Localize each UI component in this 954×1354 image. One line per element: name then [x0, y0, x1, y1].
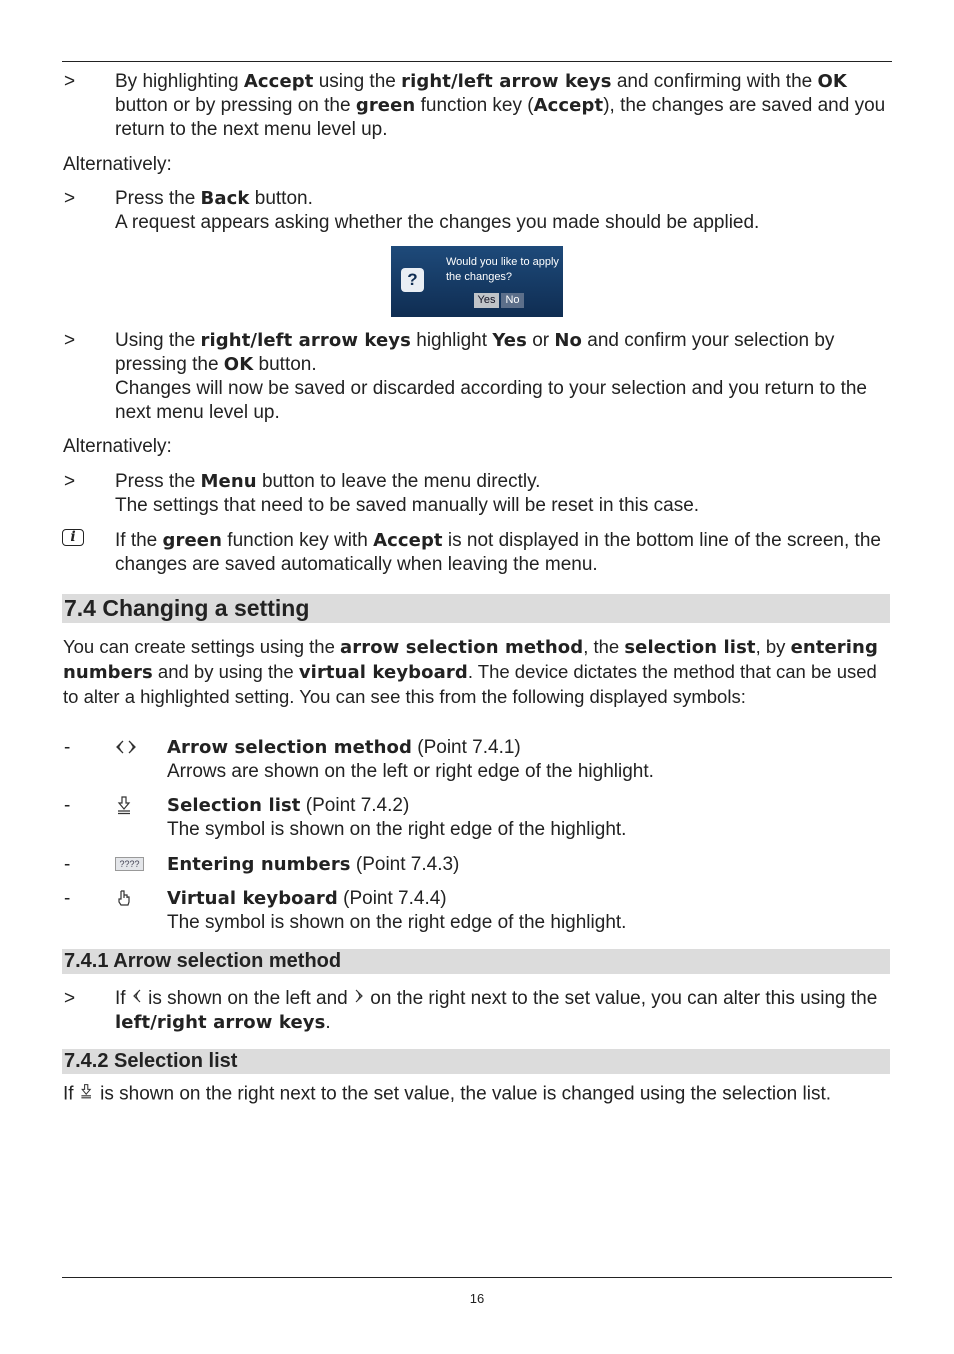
- top-rule: [62, 61, 892, 62]
- paragraph-accept: By highlighting Accept using the right/left arrow keys and confirming with the OK button or by pressing on the green function key (Accept), the changes are saved and you return to the next menu level up.: [115, 71, 886, 140]
- bullet-marker: >: [64, 988, 76, 1009]
- alternatively-label: Alternatively:: [63, 154, 172, 175]
- arrow-selection-paragraph: If is shown on the left and on the right next to the set value, you can alter this using the left/right arrow keys.: [115, 988, 878, 1034]
- bullet-marker: >: [64, 188, 76, 209]
- section-intro: You can create settings using the arrow selection method, the selection list, by entering numbers and by using the virtual keyboard. The device dictates the method that can be used to alter a highlighted setting. You can see this from the following displayed symbols:: [63, 636, 878, 707]
- list-item: Selection list (Point 7.4.2) The symbol is shown on the right edge of the highlight.: [167, 795, 627, 840]
- list-item: Entering numbers (Point 7.4.3): [167, 854, 460, 875]
- dash-marker: -: [64, 795, 71, 816]
- dash-marker: -: [64, 888, 71, 909]
- selection-list-icon: [79, 1082, 95, 1107]
- alternatively-label: Alternatively:: [63, 436, 172, 457]
- entering-numbers-icon: ????: [115, 857, 144, 871]
- arrow-selection-icon: [115, 738, 145, 758]
- section-heading-7-4-2: 7.4.2 Selection list: [62, 1049, 890, 1074]
- bottom-rule: [62, 1277, 892, 1278]
- selection-list-paragraph: If is shown on the right next to the set value, the value is changed using the selection list.: [63, 1082, 889, 1107]
- question-mark-icon: ?: [401, 268, 424, 292]
- yes-button[interactable]: Yes: [474, 293, 499, 308]
- bullet-marker: >: [64, 71, 76, 92]
- list-item: Arrow selection method (Point 7.4.1) Arrows are shown on the left or right edge of the highlight.: [167, 737, 654, 782]
- dialog-question: Would you like to apply the changes?: [446, 256, 559, 283]
- left-arrow-icon: [131, 987, 143, 1011]
- bullet-marker: >: [64, 471, 76, 492]
- list-item: Virtual keyboard (Point 7.4.4) The symbol is shown on the right edge of the highlight.: [167, 888, 627, 933]
- apply-changes-dialog: [391, 246, 563, 317]
- section-heading-7-4-1: 7.4.1 Arrow selection method: [62, 949, 890, 974]
- page-number: 16: [469, 1291, 485, 1306]
- paragraph-back: Press the Back button. A request appears asking whether the changes you made should be applied.: [115, 188, 760, 233]
- dash-marker: -: [64, 854, 71, 875]
- virtual-keyboard-icon: [115, 889, 145, 909]
- info-icon: i: [62, 529, 84, 546]
- dash-marker: -: [64, 737, 71, 758]
- bullet-marker: >: [64, 330, 76, 351]
- selection-list-icon: [115, 795, 145, 815]
- paragraph-yes-no: Using the right/left arrow keys highlight Yes or No and confirm your selection by pressing the OK button. Changes will now be saved or discarded according to your selection and you return to the next menu level up.: [115, 330, 867, 423]
- right-arrow-icon: [353, 987, 365, 1011]
- no-button[interactable]: No: [501, 293, 524, 308]
- section-heading-7-4: 7.4 Changing a setting: [62, 594, 890, 623]
- note-paragraph: If the green function key with Accept is not displayed in the bottom line of the screen, the changes are saved automatically when leaving the menu.: [115, 530, 881, 575]
- paragraph-menu: Press the Menu button to leave the menu directly. The settings that need to be saved manually will be reset in this case.: [115, 471, 700, 516]
